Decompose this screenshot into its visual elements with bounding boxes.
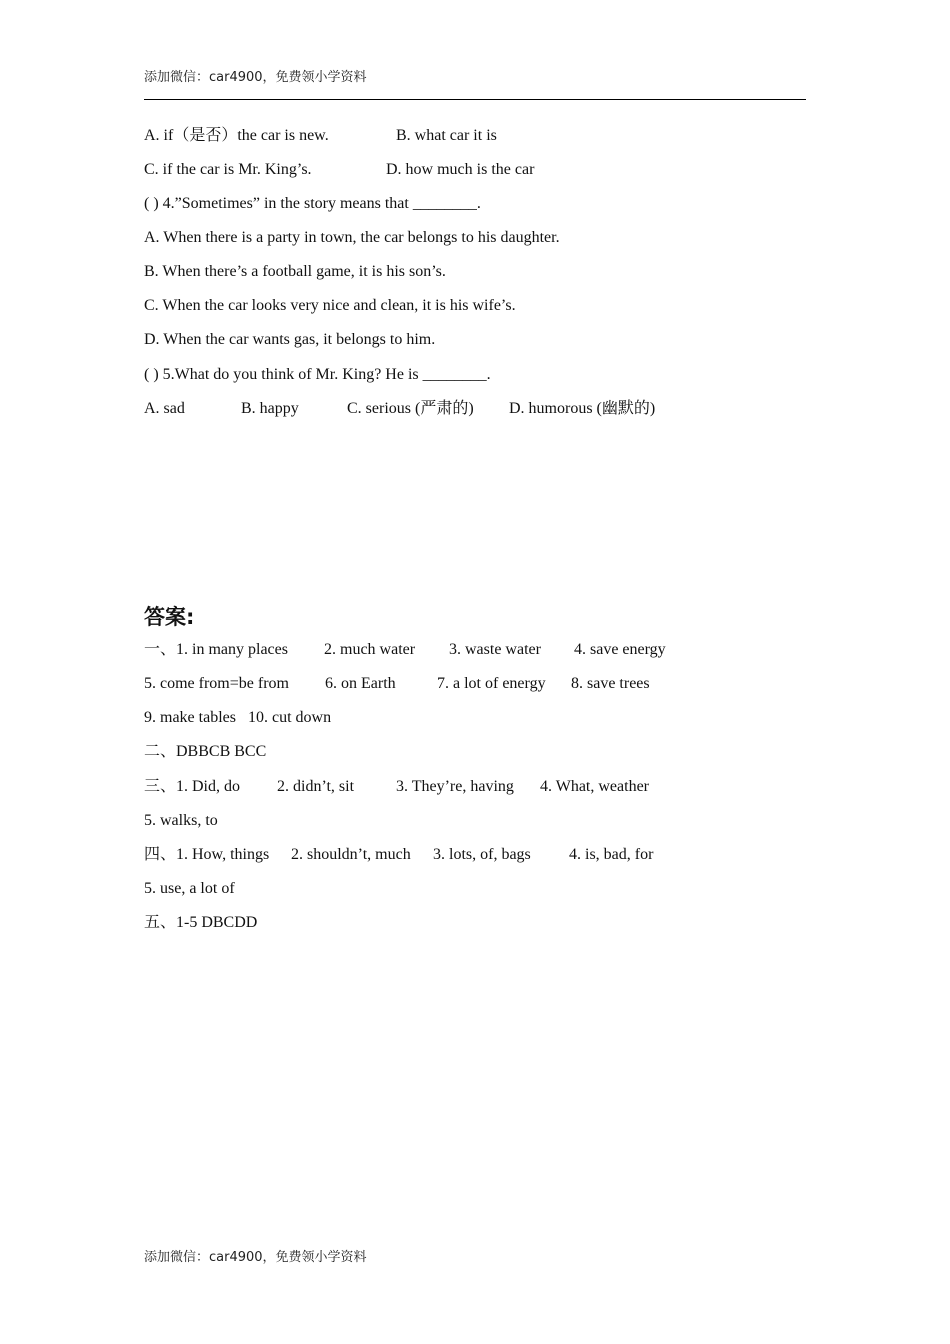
answer-item: 5. use, a lot of — [144, 880, 235, 897]
answer-item: 5. walks, to — [144, 812, 218, 829]
answer-item: 3. They’re, having — [396, 778, 514, 795]
answer-item: 3. waste water — [449, 641, 541, 658]
answer-item: 4. is, bad, for — [569, 846, 654, 863]
answer-item: 2. didn’t, sit — [277, 778, 355, 795]
q4-option-a-text: A. When there is a party in town, the car belongs to his daughter. — [144, 229, 560, 246]
footer-text: 添加微信：car4900，免费领小学资料 — [144, 1250, 367, 1265]
answer-item: 7. a lot of energy — [437, 675, 546, 692]
answer-item: 2. much water — [324, 641, 416, 658]
answer-item: 2. shouldn’t, much — [291, 846, 411, 863]
answer-item: 二、DBBCB BCC — [144, 743, 267, 760]
q3-option-c: C. if the car is Mr. King’s. — [144, 161, 312, 178]
answer-item: 3. lots, of, bags — [433, 846, 531, 863]
answer-item: 三、1. Did, do — [144, 778, 241, 795]
answer-item: 6. on Earth — [325, 675, 396, 692]
answer-item: 4. What, weather — [540, 778, 649, 795]
q5-stem-text: ( ) 5.What do you think of Mr. King? He is ________. — [144, 366, 491, 383]
q3-option-d: D. how much is the car — [386, 161, 535, 178]
q3-option-b: B. what car it is — [396, 127, 497, 144]
answer-item: 10. cut down — [248, 709, 332, 726]
answer-item: 5. come from=be from — [144, 675, 289, 692]
q4-option-b-text: B. When there’s a football game, it is his son’s. — [144, 263, 446, 280]
q3-option-a: A. if（是否）the car is new. — [144, 127, 329, 144]
q5-option-b: B. happy — [241, 400, 299, 417]
q4-option-c-text: C. When the car looks very nice and clean, it is his wife’s. — [144, 297, 516, 314]
q4-stem-text: ( ) 4.”Sometimes” in the story means that ________. — [144, 195, 481, 212]
answer-heading: 答案: — [144, 605, 195, 629]
answer-item: 五、1-5 DBCDD — [144, 914, 258, 931]
answer-item: 8. save trees — [571, 675, 650, 692]
answer-item: 一、1. in many places — [144, 641, 288, 658]
q4-option-d-text: D. When the car wants gas, it belongs to him. — [144, 331, 436, 348]
answer-item: 4. save energy — [574, 641, 666, 658]
header-divider — [144, 99, 806, 100]
q5-option-d: D. humorous (幽默的) — [509, 400, 656, 417]
answer-item: 9. make tables — [144, 709, 236, 726]
q5-option-a: A. sad — [144, 400, 185, 417]
q5-option-c: C. serious (严肃的) — [347, 400, 474, 417]
answer-item: 四、1. How, things — [144, 846, 270, 863]
header-text: 添加微信：car4900，免费领小学资料 — [144, 70, 367, 85]
